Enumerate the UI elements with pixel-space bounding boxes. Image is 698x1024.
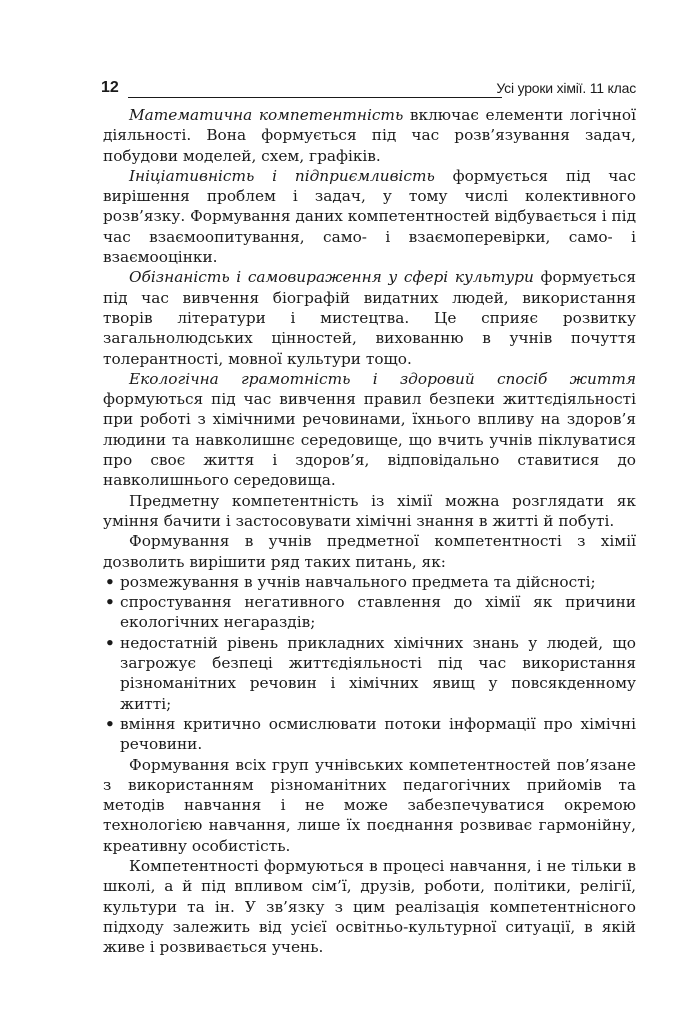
header-rule: [128, 97, 502, 98]
list-item-text: недостатній рівень прикладних хімічних знань у людей, що загрожує безпеці життєдіяльності під час використання різноманітних речовин і хімічних явищ у повсякденному житті;: [120, 633, 636, 713]
list-item: [103, 592, 636, 633]
paragraph-competence-groups: Формування всіх груп учнівських компетентностей пов’язане з використанням різноманітних педагогічних прийомів та методів навчання і не може забезпечуватися окремою технологією навчання, лише їх поєднання розвиває гармонійну, креативну особистість.: [103, 755, 636, 855]
paragraph-math-competence: [103, 105, 636, 166]
paragraph-subject-competence: Предметну компетентність із хімії можна розглядати як уміння бачити і застосовувати хімічні знання в житті й побуті.: [103, 491, 636, 530]
paragraph-text: формується під час вирішення проблем і задач, у тому числі колективного розв’язку. Формування даних компетентностей відбувається і під час взаємоопитування, само- і взаємоперевірки, само- і взаємооцінки.: [103, 166, 636, 267]
paragraph-ecology: [103, 369, 636, 491]
paragraph-initiative: [103, 166, 636, 267]
list-item: [103, 572, 636, 592]
paragraph-culture: [103, 267, 636, 368]
bullet-icon: •: [105, 593, 115, 612]
bullet-icon: •: [105, 572, 115, 591]
paragraph-text: формуються під час вивчення правил безпеки життєдіяльності при роботі з хімічними речовинами, їхнього впливу на здоров’я людини та навколишнє середовище, що вчить учнів піклуватися про своє життя і здоров’я, відповідально ставитися до навколишнього середовища.: [103, 390, 636, 490]
page-body: [103, 105, 636, 957]
term-italic: Ініціативність і підприємливість: [129, 166, 435, 185]
paragraph-list-intro: Формування в учнів предметної компетентності з хімії дозволить вирішити ряд таких питань, як:: [103, 532, 636, 571]
paragraph-text: формується під час вивчення біографій видатних людей, використання творів літератури і мистецтва. Це сприяє розвитку загальнолюдських цінностей, вихованню в учнів почуття толерантності, мовної культури тощо.: [103, 268, 636, 368]
page-header: [101, 78, 636, 100]
list-item: [103, 714, 636, 755]
bullet-list: [103, 572, 636, 755]
list-item: [103, 633, 636, 714]
list-item-text: вміння критично осмислювати потоки інформації про хімічні речовини.: [120, 714, 636, 754]
list-item-text: розмежування в учнів навчального предмета та дійсності;: [120, 572, 596, 591]
term-italic: Математична компетентність: [129, 106, 404, 124]
running-title: Усі уроки хімії. 11 клас: [496, 80, 636, 96]
bullet-icon: •: [105, 714, 115, 733]
term-italic: Обізнаність і самовираження у сфері культури: [129, 268, 534, 287]
paragraph-competence-formation: Компетентності формуються в процесі навчання, і не тільки в школі, а й під впливом сім’ї, друзів, роботи, політики, релігії, культури та ін. У зв’язку з цим реалізація компетентнісного підходу залежить від усієї освітньо-культурної ситуації, в якій живе і розвивається учень.: [103, 856, 636, 957]
paragraph-text: включає елементи логічної діяльності. Вона формується під час розв’язування задач, побудови моделей, схем, графіків.: [103, 106, 637, 165]
bullet-icon: •: [105, 633, 115, 652]
list-item-text: спростування негативного ставлення до хімії як причини екологічних негараздів;: [120, 593, 636, 632]
term-italic: Екологічна грамотність і здоровий спосіб життя: [129, 369, 636, 388]
page-number: 12: [101, 79, 119, 96]
